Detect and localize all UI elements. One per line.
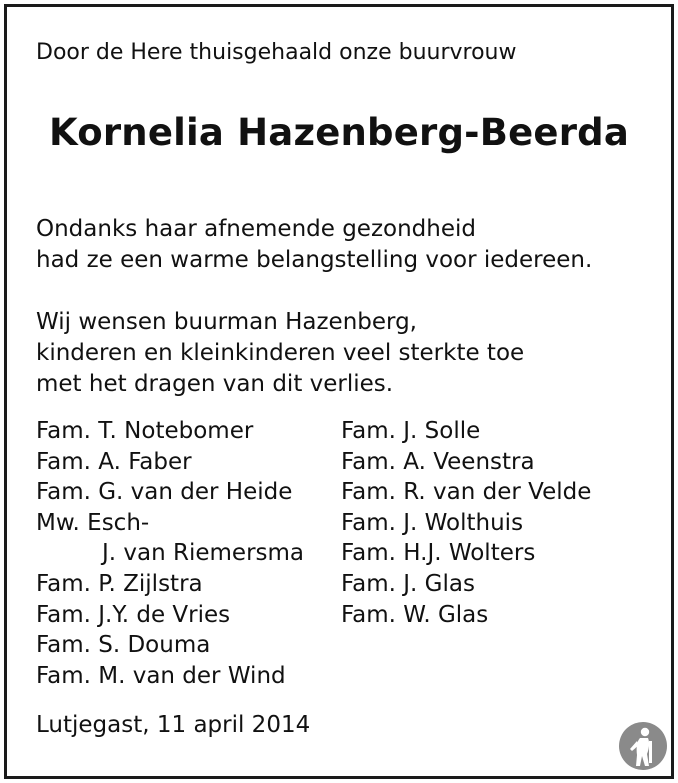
paragraph-line: Ondanks haar afnemende gezondheid xyxy=(36,216,476,242)
paragraph-line: Wij wensen buurman Hazenberg, xyxy=(36,309,417,335)
signatory: Fam. W. Glas xyxy=(341,601,489,628)
logo-head xyxy=(641,728,649,736)
signatory: Fam. P. Zijlstra xyxy=(36,570,203,597)
signatories-left-column xyxy=(36,416,304,691)
signatory: Fam. J.Y. de Vries xyxy=(36,601,231,628)
memorial-figure-icon xyxy=(618,721,668,771)
condolence-paragraph-1 xyxy=(36,214,592,276)
signatory: Fam. R. van der Velde xyxy=(341,479,592,506)
signatory: Fam. T. Notebomer xyxy=(36,418,254,444)
signatory: Fam. H.J. Wolters xyxy=(341,540,536,567)
signatory: Fam. M. van der Wind xyxy=(36,662,286,689)
signatory: Fam. J. Solle xyxy=(341,418,481,444)
signatory: Fam. J. Wolthuis xyxy=(341,509,524,536)
signatory: Fam. A. Faber xyxy=(36,448,192,475)
signatory: J. van Riemersma xyxy=(102,540,305,567)
signatory: Fam. A. Veenstra xyxy=(341,448,535,475)
logo-staff xyxy=(649,741,652,763)
paragraph-line: kinderen en kleinkinderen veel sterkte toe xyxy=(36,340,525,366)
paragraph-line: had ze een warme belangstelling voor iedereen. xyxy=(36,247,593,273)
signatory: Fam. J. Glas xyxy=(341,570,475,597)
signatory: Fam. S. Douma xyxy=(36,632,211,659)
condolence-paragraph-2 xyxy=(36,307,524,400)
signatory: Fam. G. van der Heide xyxy=(36,479,293,506)
paragraph-line: met het dragen van dit verlies. xyxy=(36,371,394,397)
signatory: Mw. Esch- xyxy=(36,509,150,536)
intro-text: Door de Here thuisgehaald onze buurvrouw xyxy=(36,40,517,65)
deceased-name: Kornelia Hazenberg-Beerda xyxy=(49,111,629,154)
signatories-right-column xyxy=(341,416,591,630)
place-date: Lutjegast, 11 april 2014 xyxy=(36,712,311,738)
